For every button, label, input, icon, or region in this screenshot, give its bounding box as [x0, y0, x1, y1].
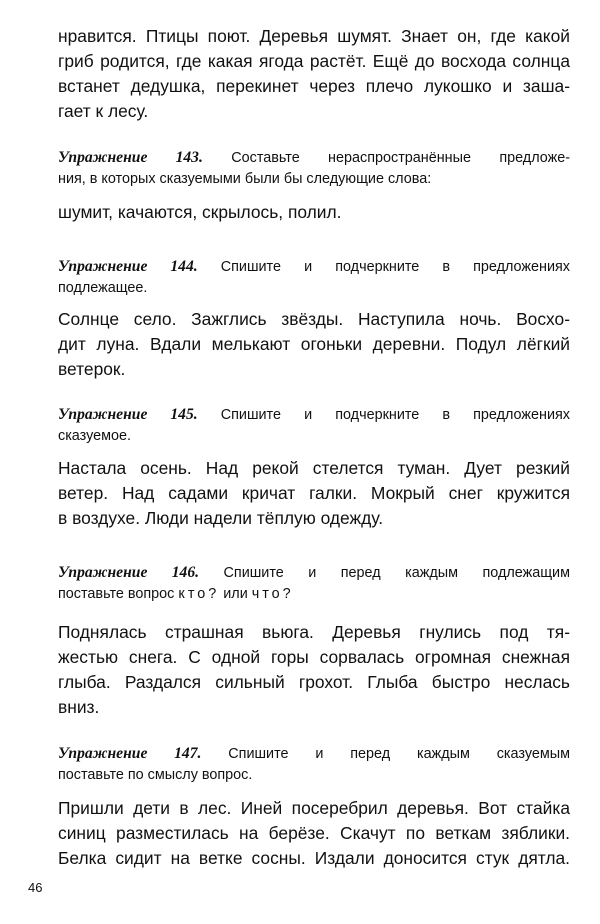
- exercise-task-line: Упражнение 145. Спишите и подчеркните в предложениях: [58, 406, 570, 423]
- text-line: ветер. Над садами кричат галки. Мокрый снег кружится: [58, 483, 570, 503]
- text-line: вниз.: [58, 697, 100, 717]
- exercise-task-line: подлежащее.: [58, 280, 148, 296]
- exercise-146: [58, 562, 570, 605]
- exercise-145-text: [58, 456, 570, 531]
- text-line: гает к лесу.: [58, 101, 149, 121]
- text-line: Солнце село. Зажглись звёзды. Наступила ночь. Восхо-: [58, 309, 570, 329]
- exercise-task-line: Упражнение 144. Спишите и подчеркните в предложениях: [58, 258, 570, 275]
- text-line: жестью снега. С одной горы сорвалась огромная снежная: [58, 647, 570, 667]
- text-line: в воздухе. Люди надели тёплую одежду.: [58, 508, 384, 528]
- exercise-title: Упражнение 145.: [58, 406, 198, 423]
- exercise-task-line: поставьте вопрос кто? или что?: [58, 586, 294, 602]
- text-line: встанет дедушка, перекинет через плечо лукошко и зашa-: [58, 76, 570, 96]
- text-line: синиц разместилась на берёзе. Скачут по веткам зяблики.: [58, 823, 570, 843]
- exercise-144: [58, 256, 570, 299]
- exercise-146-text: [58, 620, 570, 720]
- text-line: Настала осень. Над рекой стелется туман. Дует резкий: [58, 458, 570, 478]
- intro-paragraph: [58, 24, 570, 124]
- exercise-title: Упражнение 144.: [58, 258, 198, 275]
- exercise-title: Упражнение 146.: [58, 564, 200, 581]
- exercise-147: [58, 743, 570, 786]
- exercise-143-text: [58, 200, 570, 225]
- text-line: Белка сидит на ветке сосны. Издали доносится стук дятла.: [58, 848, 570, 868]
- exercise-title: Упражнение 143.: [58, 149, 203, 166]
- exercise-task-line: Упражнение 147. Спишите и перед каждым сказуемым: [58, 745, 570, 762]
- text-line: Пришли дети в лес. Иней посеребрил деревья. Вот стайка: [58, 798, 570, 818]
- exercise-title: Упражнение 147.: [58, 745, 202, 762]
- exercise-task-line: Упражнение 146. Спишите и перед каждым подлежащим: [58, 564, 570, 581]
- exercise-task-line: Упражнение 143. Составьте нераспространённые предложе-: [58, 149, 571, 166]
- exercise-145: [58, 404, 570, 447]
- exercise-144-text: [58, 307, 570, 382]
- text-line: Поднялась страшная вьюга. Деревья гнулись под тя-: [58, 622, 570, 642]
- exercise-143: [58, 147, 570, 190]
- text-line: ветерок.: [58, 359, 126, 379]
- exercise-task-line: поставьте по смыслу вопрос.: [58, 767, 253, 783]
- text-line: шумит, качаются, скрылось, полил.: [58, 202, 342, 222]
- text-line: нравится. Птицы поют. Деревья шумят. Знает он, где какой: [58, 26, 570, 46]
- text-line: гриб родится, где какая ягода растёт. Ещё до восхода солнца: [58, 51, 570, 71]
- exercise-task-line: ния, в которых сказуемыми были бы следующие слова:: [58, 171, 432, 187]
- exercise-task-line: сказуемое.: [58, 428, 132, 444]
- page-number: 46: [28, 880, 43, 895]
- text-line: глыба. Раздался сильный грохот. Глыба быстро неслась: [58, 672, 570, 692]
- text-line: дит луна. Вдали мелькают огоньки деревни. Подул лёгкий: [58, 334, 570, 354]
- exercise-147-text: [58, 796, 570, 871]
